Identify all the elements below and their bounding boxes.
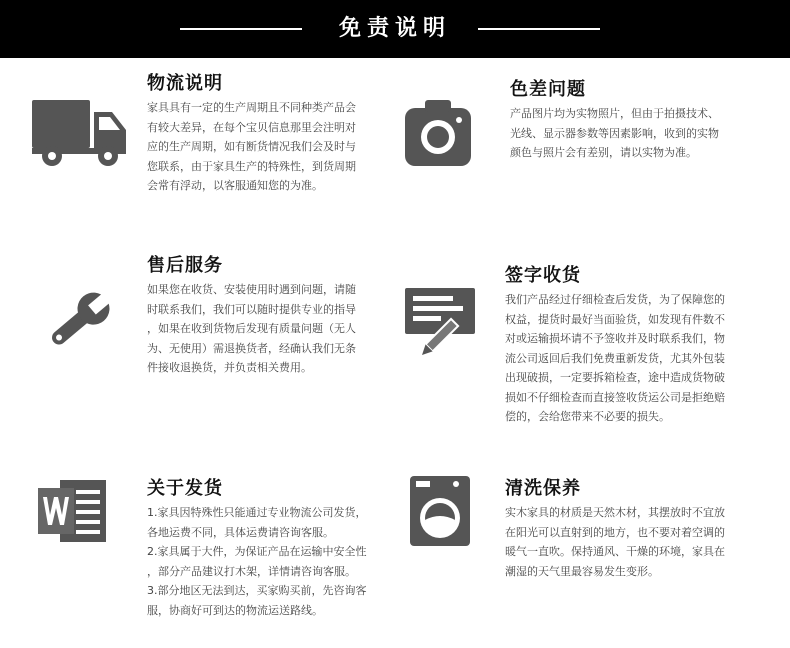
section-body: 家具具有一定的生产周期且不同种类产品会 有较大差异，在每个宝贝信息那里会注明对 应的生产周期，如有断货情况我们会及时与 您联系，由于家具生产的特殊性，到货周期 会常有浮动，以客服通知您的为准。	[147, 101, 356, 192]
section-title: 物流说明	[147, 73, 223, 94]
section-title: 售后服务	[147, 255, 223, 276]
header-bar	[0, 0, 790, 58]
section-after-sales	[147, 254, 387, 378]
section-shipping	[147, 477, 397, 620]
section-color-difference	[510, 78, 760, 163]
section-body: 我们产品经过仔细检查后发货，为了保障您的 权益，提货时最好当面验货，如发现有件数不 对或运输损坏请不予签收并及时联系我们，物 流公司返回后我们免费重新发货，尤其外包装 出现破损，一定要拆箱检查，途中造成货物破 损如不仔细检查而直接签收货运公司是拒绝赔 偿的，会给您带来不必要的损失。	[505, 293, 725, 423]
section-cleaning	[505, 477, 765, 581]
section-title: 关于发货	[147, 478, 223, 499]
camera-icon	[405, 100, 471, 170]
section-title: 签字收货	[505, 265, 581, 286]
section-logistics	[147, 72, 387, 196]
page-title: 免责说明	[338, 16, 451, 41]
section-body: 如果您在收货、安装使用时遇到问题，请随 时联系我们，我们可以随时提供专业的指导 ，如果在收到货物后发现有质量问题（无人 为、无使用）需退换货者，经确认我们无条 件接收退换货，并负责相关费用。	[147, 283, 356, 374]
truck-icon	[32, 98, 128, 174]
section-title: 色差问题	[510, 79, 586, 100]
sign-document-icon	[405, 286, 477, 362]
section-body: 1.家具因特殊性只能通过专业物流公司发货， 各地运费不同，具体运费请咨询客服。 2.家具属于大件，为保证产品在运输中安全性 ，部分产品建议打木架，详情请咨询客服。 3.部分地区无法到达，买家购买前，先咨询客 服，协商好可到达的物流运送路线。	[147, 506, 367, 617]
washing-machine-icon	[410, 476, 470, 550]
header-divider-right	[478, 28, 600, 30]
word-document-icon	[38, 478, 110, 548]
section-body: 产品图片均为实物照片，但由于拍摄技术、 光线、显示器参数等因素影响，收到的实物 颜色与照片会有差别，请以实物为准。	[510, 107, 719, 159]
section-title: 清洗保养	[505, 478, 581, 499]
wrench-icon	[38, 286, 114, 362]
section-sign-receipt	[505, 264, 765, 427]
section-body: 实木家具的材质是天然木材，其摆放时不宜放 在阳光可以直射到的地方，也不要对着空调的 暖气一直吹。保持通风、干燥的环境，家具在 潮湿的天气里最容易发生变形。	[505, 506, 725, 578]
